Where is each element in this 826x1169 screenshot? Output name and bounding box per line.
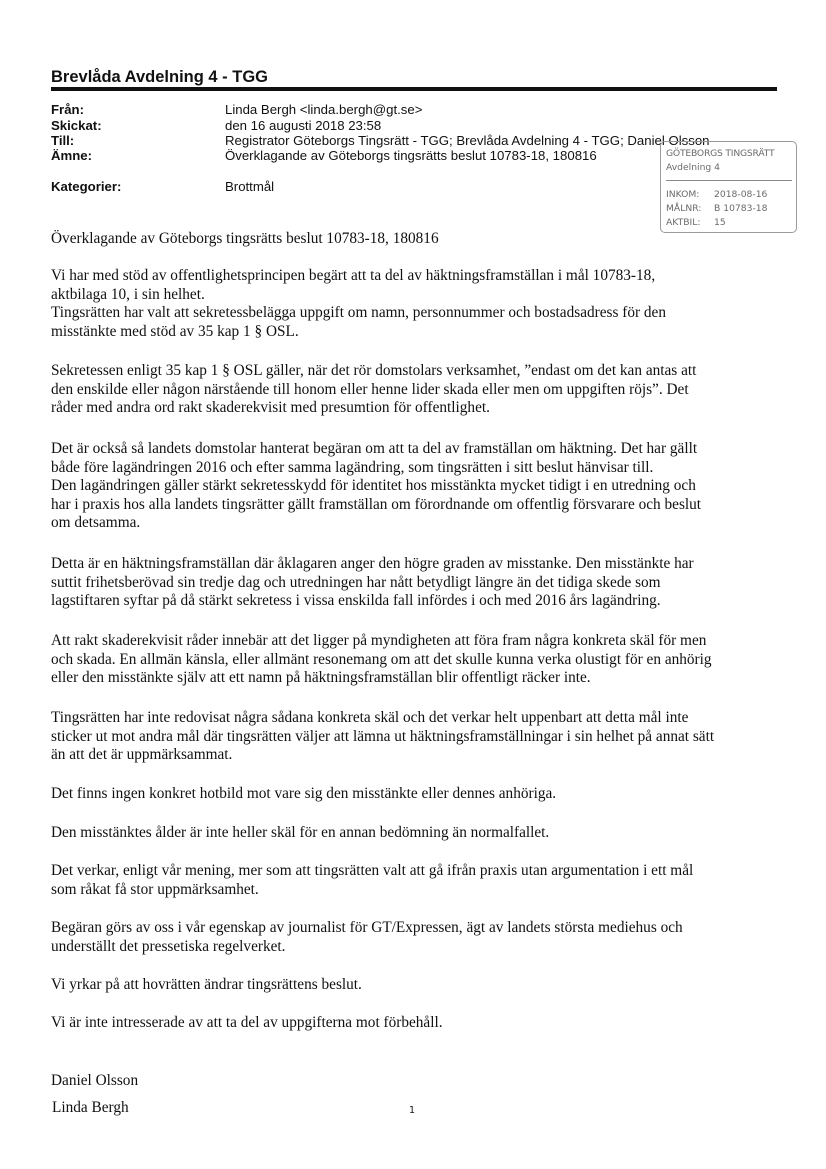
text-line: Överklagande av Göteborgs tingsrätts beslut 10783-18, 180816 bbox=[51, 230, 439, 247]
sent-value: den 16 augusti 2018 23:58 bbox=[225, 118, 382, 133]
signature-linda-bergh: Linda Bergh bbox=[52, 1099, 129, 1116]
subject-label: Ämne: bbox=[51, 148, 93, 163]
text-line: råder med andra ord rakt skaderekvisit med presumtion för offentlighet. bbox=[51, 399, 490, 417]
text-line: eller den misstänkte själv att ett namn på häktningsframställan blir offentligt räcker inte. bbox=[51, 669, 591, 687]
stamp-divider bbox=[666, 180, 792, 181]
text-line: Tingsrätten har valt att sekretessbelägga uppgift om namn, personnummer och bostadsadress för den bbox=[51, 304, 666, 322]
text-line: Detta är en häktningsframställan där åklagaren anger den högre graden av misstanke. Den misstänkte har bbox=[51, 555, 694, 572]
page-number: 1 bbox=[409, 1105, 416, 1116]
from-label: Från: bbox=[51, 102, 84, 117]
stamp-row-received bbox=[666, 189, 767, 200]
stamp-key: AKTBIL: bbox=[666, 217, 701, 228]
stamp-department: Avdelning 4 bbox=[666, 162, 721, 173]
sent-label: Skickat: bbox=[51, 118, 102, 133]
paragraph-age bbox=[51, 824, 791, 843]
paragraph-court-practice bbox=[51, 440, 791, 533]
text-line: har i praxis hos alla landets tingsrätter gällt framställan om förordnande om offentlig försvarare och beslut bbox=[51, 495, 702, 513]
paragraph-no-threat bbox=[51, 785, 791, 804]
to-value: Registrator Göteborgs Tingsrätt - TGG; Brevlåda Avdelning 4 - TGG; Daniel Olsson bbox=[225, 133, 710, 148]
stamp-value: 15 bbox=[714, 217, 726, 228]
stamp-row-attachment bbox=[666, 217, 726, 228]
text-line: Att rakt skaderekvisit råder innebär att det ligger på myndigheten att föra fram några konkreta skäl för men bbox=[51, 632, 707, 649]
text-line: Den misstänktes ålder är inte heller skäl för en annan bedömning än normalfallet. bbox=[51, 824, 550, 841]
categories-value: Brottmål bbox=[225, 179, 275, 194]
stamp-value: 2018-08-16 bbox=[714, 189, 768, 200]
subject-value: Överklagande av Göteborgs tingsrätts beslut 10783-18, 180816 bbox=[225, 148, 597, 163]
text-line: Vi har med stöd av offentlighetsprincipen begärt att ta del av häktningsframställan i mål 10783-18, bbox=[51, 267, 656, 284]
court-receipt-stamp bbox=[660, 141, 797, 233]
text-line: misstänkte med stöd av 35 kap 1 § OSL. bbox=[51, 322, 299, 340]
paragraph-harm-requirement bbox=[51, 632, 791, 688]
paragraph-journalist bbox=[51, 919, 791, 956]
mailbox-title: Brevlåda Avdelning 4 - TGG bbox=[51, 68, 268, 86]
text-line: Vi yrkar på att hovrätten ändrar tingsrättens beslut. bbox=[51, 976, 362, 993]
text-line: Tingsrätten har inte redovisat några sådana konkreta skäl och det verkar helt uppenbart att detta mål inte bbox=[51, 709, 689, 726]
text-line: och skada. En allmän känsla, eller allmänt resonemang om att det skulle kunna verka olustigt för en anhörig bbox=[51, 650, 712, 668]
text-line: både före lagändringen 2016 och efter samma lagändring, som tingsrätten i sitt beslut hänvisar till. bbox=[51, 458, 654, 476]
paragraph-deviation bbox=[51, 862, 791, 899]
stamp-court-name: GÖTEBORGS TINGSRÄTT bbox=[666, 148, 775, 159]
text-line: den enskilde eller någon närstående till honom eller henne lider skada eller men om uppgiften röjs”. Det bbox=[51, 380, 689, 398]
from-value: Linda Bergh <linda.bergh@gt.se> bbox=[225, 102, 423, 117]
text-line: som råkat få stor uppmärksamhet. bbox=[51, 880, 259, 898]
to-label: Till: bbox=[51, 133, 75, 148]
stamp-key: MÅLNR: bbox=[666, 203, 702, 214]
text-line: Begäran görs av oss i vår egenskap av journalist för GT/Expressen, ägt av landets största mediehus och bbox=[51, 919, 683, 936]
categories-label: Kategorier: bbox=[51, 179, 122, 194]
text-line: sticker ut mot andra mål där tingsrätten väljer att lämna ut häktningsframställningar i sin helhet på annat sätt bbox=[51, 727, 715, 745]
text-line: lagstiftaren syftar på då stärkt sekretess i vissa enskilda fall infördes i och med 2016 års lagändring. bbox=[51, 592, 661, 610]
paragraph-request bbox=[51, 267, 791, 341]
paragraph-no-reservation bbox=[51, 1014, 791, 1033]
text-line: Sekretessen enligt 35 kap 1 § OSL gäller, när det rör domstolars verksamhet, ”endast om det kan antas att bbox=[51, 362, 697, 379]
text-line: aktbilaga 10, i sin helhet. bbox=[51, 285, 205, 303]
title-divider bbox=[51, 87, 777, 91]
text-line: suttit frihetsberövad sin tredje dag och utredningen har nått betydligt längre än det tidiga skede som bbox=[51, 573, 661, 591]
stamp-value: B 10783-18 bbox=[714, 203, 768, 214]
stamp-key: INKOM: bbox=[666, 189, 700, 200]
text-line: än att det är uppmärksammat. bbox=[51, 746, 233, 764]
paragraph-claim bbox=[51, 976, 791, 995]
text-line: Vi är inte intresserade av att ta del av uppgifterna mot förbehåll. bbox=[51, 1014, 443, 1031]
text-line: Den lagändringen gäller stärkt sekretesskydd för identitet hos misstänkta mycket tidigt i en utredning och bbox=[51, 477, 696, 495]
paragraph-secrecy-rule bbox=[51, 362, 791, 418]
text-line: om detsamma. bbox=[51, 514, 141, 532]
paragraph-subject-line bbox=[51, 230, 791, 249]
paragraph-no-reasons bbox=[51, 709, 791, 765]
text-line: Det verkar, enligt vår mening, mer som att tingsrätten valt att gå ifrån praxis utan argumentation i ett mål bbox=[51, 862, 694, 879]
stamp-row-case-number bbox=[666, 203, 767, 214]
text-line: Det finns ingen konkret hotbild mot vare sig den misstänkte eller dennes anhöriga. bbox=[51, 785, 557, 802]
text-line: Det är också så landets domstolar hanterat begäran om att ta del av framställan om häktning. Det har gällt bbox=[51, 440, 698, 457]
paragraph-detention-request bbox=[51, 555, 791, 611]
text-line: underställt det pressetiska regelverket. bbox=[51, 937, 286, 955]
signature-daniel-olsson: Daniel Olsson bbox=[51, 1072, 139, 1089]
